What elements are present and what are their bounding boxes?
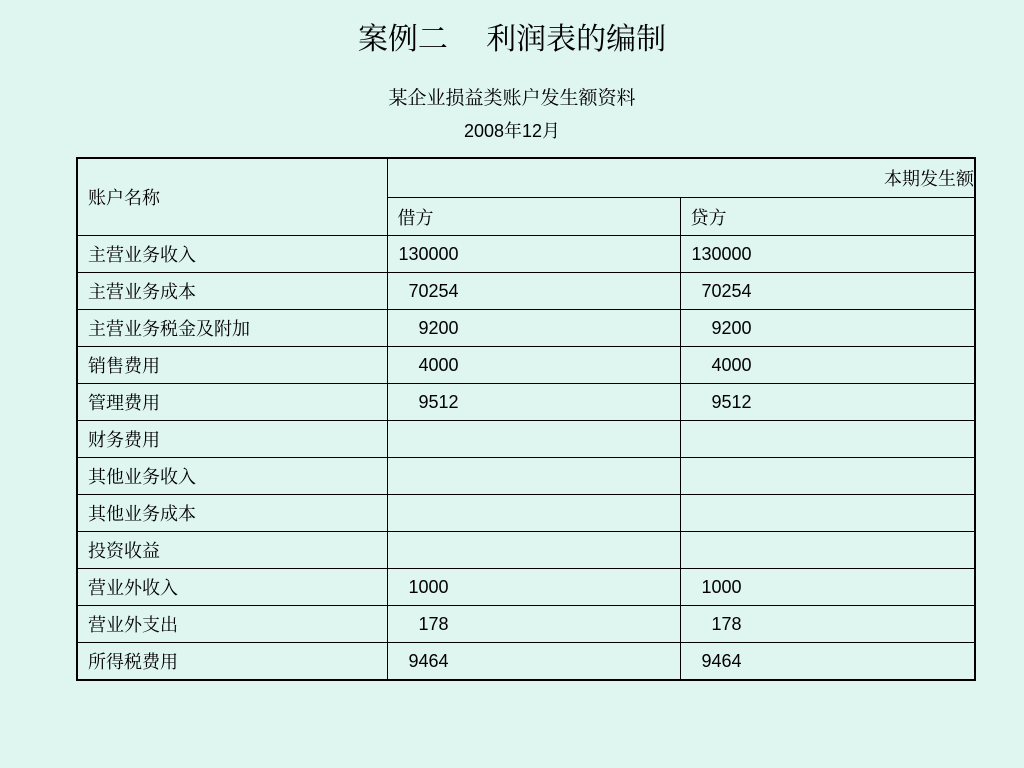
table-row — [77, 236, 975, 273]
account-name-cell: 主营业务收入 — [77, 236, 387, 273]
debit-header: 借方 — [387, 198, 680, 236]
account-name-cell: 其他业务成本 — [77, 495, 387, 532]
debit-cell: 178 — [387, 606, 680, 643]
table-row — [77, 273, 975, 310]
credit-header: 贷方 — [680, 198, 975, 236]
account-ledger-table — [76, 157, 976, 681]
table-row — [77, 421, 975, 458]
account-name-cell: 其他业务收入 — [77, 458, 387, 495]
debit-cell — [387, 532, 680, 569]
account-name-cell: 营业外支出 — [77, 606, 387, 643]
debit-cell — [387, 495, 680, 532]
debit-cell: 130000 — [387, 236, 680, 273]
credit-cell: 178 — [680, 606, 975, 643]
table-row — [77, 310, 975, 347]
account-name-cell: 主营业务成本 — [77, 273, 387, 310]
credit-cell: 9200 — [680, 310, 975, 347]
debit-cell — [387, 458, 680, 495]
period-amount-header: 本期发生额 — [387, 158, 975, 198]
table-row — [77, 606, 975, 643]
table-row — [77, 458, 975, 495]
table-row — [77, 569, 975, 606]
credit-cell — [680, 421, 975, 458]
debit-cell: 70254 — [387, 273, 680, 310]
table-row — [77, 643, 975, 681]
account-name-cell: 销售费用 — [77, 347, 387, 384]
debit-cell: 4000 — [387, 347, 680, 384]
table-row — [77, 532, 975, 569]
account-name-cell: 财务费用 — [77, 421, 387, 458]
table-row — [77, 495, 975, 532]
credit-cell: 9464 — [680, 643, 975, 681]
credit-cell — [680, 495, 975, 532]
debit-cell: 1000 — [387, 569, 680, 606]
credit-cell: 130000 — [680, 236, 975, 273]
account-name-cell: 主营业务税金及附加 — [77, 310, 387, 347]
account-name-header: 账户名称 — [77, 158, 387, 236]
table-row — [77, 384, 975, 421]
debit-cell: 9464 — [387, 643, 680, 681]
debit-cell: 9512 — [387, 384, 680, 421]
table-header-row — [77, 158, 975, 198]
debit-cell: 9200 — [387, 310, 680, 347]
account-name-cell: 管理费用 — [77, 384, 387, 421]
account-name-cell: 投资收益 — [77, 532, 387, 569]
page-subtitle: 某企业损益类账户发生额资料 — [388, 87, 636, 109]
debit-cell — [387, 421, 680, 458]
account-name-cell: 所得税费用 — [77, 643, 387, 681]
account-name-cell: 营业外收入 — [77, 569, 387, 606]
table-row — [77, 347, 975, 384]
page-title: 案例二 利润表的编制 — [357, 22, 667, 57]
credit-cell: 1000 — [680, 569, 975, 606]
credit-cell: 4000 — [680, 347, 975, 384]
credit-cell — [680, 458, 975, 495]
credit-cell — [680, 532, 975, 569]
credit-cell: 9512 — [680, 384, 975, 421]
credit-cell: 70254 — [680, 273, 975, 310]
report-period: 2008年12月 — [463, 121, 561, 141]
